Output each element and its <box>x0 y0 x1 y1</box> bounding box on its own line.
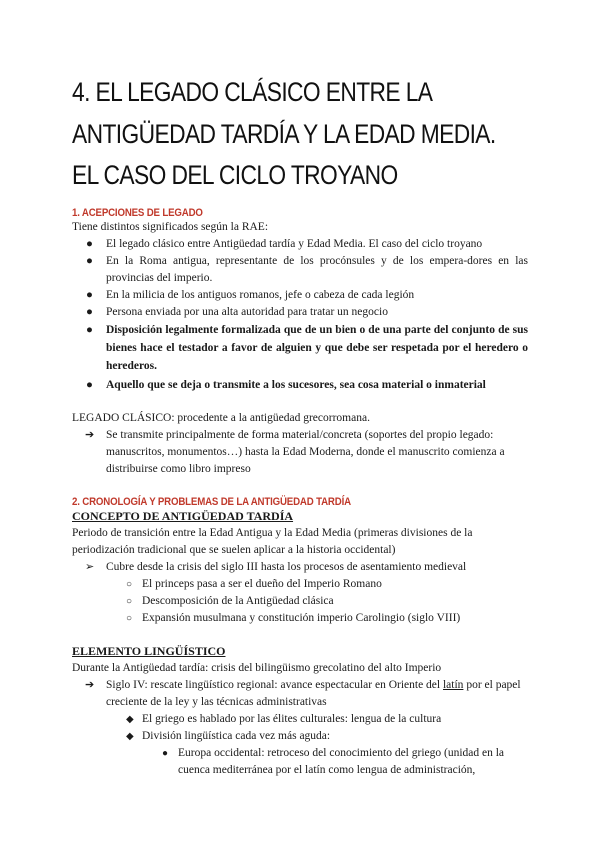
arrow-right-icon: ➔ <box>85 428 95 441</box>
list-item: ○ Descomposición de la Antigüedad clásica <box>72 593 528 610</box>
bullet-dot-icon: ● <box>86 305 93 318</box>
legado-clasico-line: LEGADO CLÁSICO: procedente a la antigüedad grecorromana. <box>72 411 370 424</box>
section-heading-cronologia: 2. CRONOLOGÍA Y PROBLEMAS DE LA ANTIGÜEDAD TARDÍA <box>72 495 351 508</box>
list-item: ● Persona enviada por una alta autoridad para tratar un negocio <box>72 304 528 321</box>
legado-arrow-list <box>72 427 528 478</box>
list-item: ● En la milicia de los antiguos romanos, jefe o cabeza de cada legión <box>72 287 528 304</box>
bullet-dot-icon: ● <box>86 237 93 250</box>
list-item: ● En la Roma antigua, representante de los procónsules y de los empera-dores en las provincias del imperio. <box>86 254 528 284</box>
list-item: ➢ Cubre desde la crisis del siglo III hasta los procesos de asentamiento medieval <box>72 559 528 576</box>
bullet-dot-icon: ● <box>86 323 93 336</box>
acepciones-list <box>72 236 528 394</box>
circle-bullet-icon: ○ <box>126 578 133 590</box>
list-item: ○ El princeps pasa a ser el dueño del Imperio Romano <box>72 576 528 593</box>
bullet-dot-icon: ● <box>86 288 93 301</box>
latin-word: latín <box>442 678 464 691</box>
list-item: ● Europa occidental: retroceso del conocimiento del griego (unidad en la cuenca mediterránea por el latín como lengua de administración, <box>162 746 505 776</box>
chevron-right-icon: ➢ <box>85 560 95 573</box>
diamond-bullet-icon: ◆ <box>126 713 134 725</box>
concepto-list <box>72 559 528 627</box>
bullet-dot-icon: ● <box>86 378 93 391</box>
elemento-text: Durante la Antigüedad tardía: crisis del bilingüismo grecolatino del alto Imperio <box>72 661 442 674</box>
arrow-right-icon: ➔ <box>85 678 95 691</box>
circle-bullet-icon: ○ <box>126 595 133 607</box>
subheading-elemento-linguistico: ELEMENTO LINGÜÍSTICO <box>72 643 226 658</box>
list-item: ◆ El griego es hablado por las élites culturales: lengua de la cultura <box>72 711 528 728</box>
list-item: ● Disposición legalmente formalizada que de un bien o de una parte del conjunto de sus bienes hace el testador a favor de alguien y que debe ser respetada por el heredero o herederos. <box>72 321 528 375</box>
elemento-list <box>72 677 528 779</box>
bullet-dot-icon: ● <box>86 254 93 267</box>
list-item: ➔ Siglo IV: rescate lingüístico regional: avance espectacular en Oriente del latín por el papel creciente de la ley y las técnicas administrativas <box>85 678 521 708</box>
list-item: ● Aquello que se deja o transmite a los sucesores, sea cosa material o inmaterial <box>72 377 528 394</box>
list-item: ● El legado clásico entre Antigüedad tardía y Edad Media. El caso del ciclo troyano <box>72 236 528 253</box>
section-heading-acepciones: 1. ACEPCIONES DE LEGADO <box>72 206 203 219</box>
circle-bullet-icon: ○ <box>126 612 133 624</box>
concepto-text: Periodo de transición entre la Edad Antigua y la Edad Media (primeras divisiones de la periodización tradicional que se suelen aplicar a la historia occidental) <box>72 526 473 556</box>
list-item: ○ Expansión musulmana y constitución imperio Carolingio (siglo VIII) <box>72 610 528 627</box>
list-item: ➔ Se transmite principalmente de forma material/concreta (soportes del propio legado: manuscritos, monumentos…) hasta la Edad Moderna, donde el manuscrito comienza a distribuirse como libro impreso <box>85 428 505 475</box>
page-title: 4. EL LEGADO CLÁSICO ENTRE LA ANTIGÜEDAD TARDÍA Y LA EDAD MEDIA. EL CASO DEL CICLO TROYANO <box>72 77 496 190</box>
section1-intro: Tiene distintos significados según la RAE: <box>72 220 269 233</box>
diamond-bullet-icon: ◆ <box>126 730 134 742</box>
document-page <box>72 72 528 779</box>
subheading-concepto: CONCEPTO DE ANTIGÜEDAD TARDÍA <box>72 508 294 523</box>
bullet-dot-icon: ● <box>162 747 169 759</box>
list-item: ◆ División lingüística cada vez más aguda: <box>72 728 528 745</box>
